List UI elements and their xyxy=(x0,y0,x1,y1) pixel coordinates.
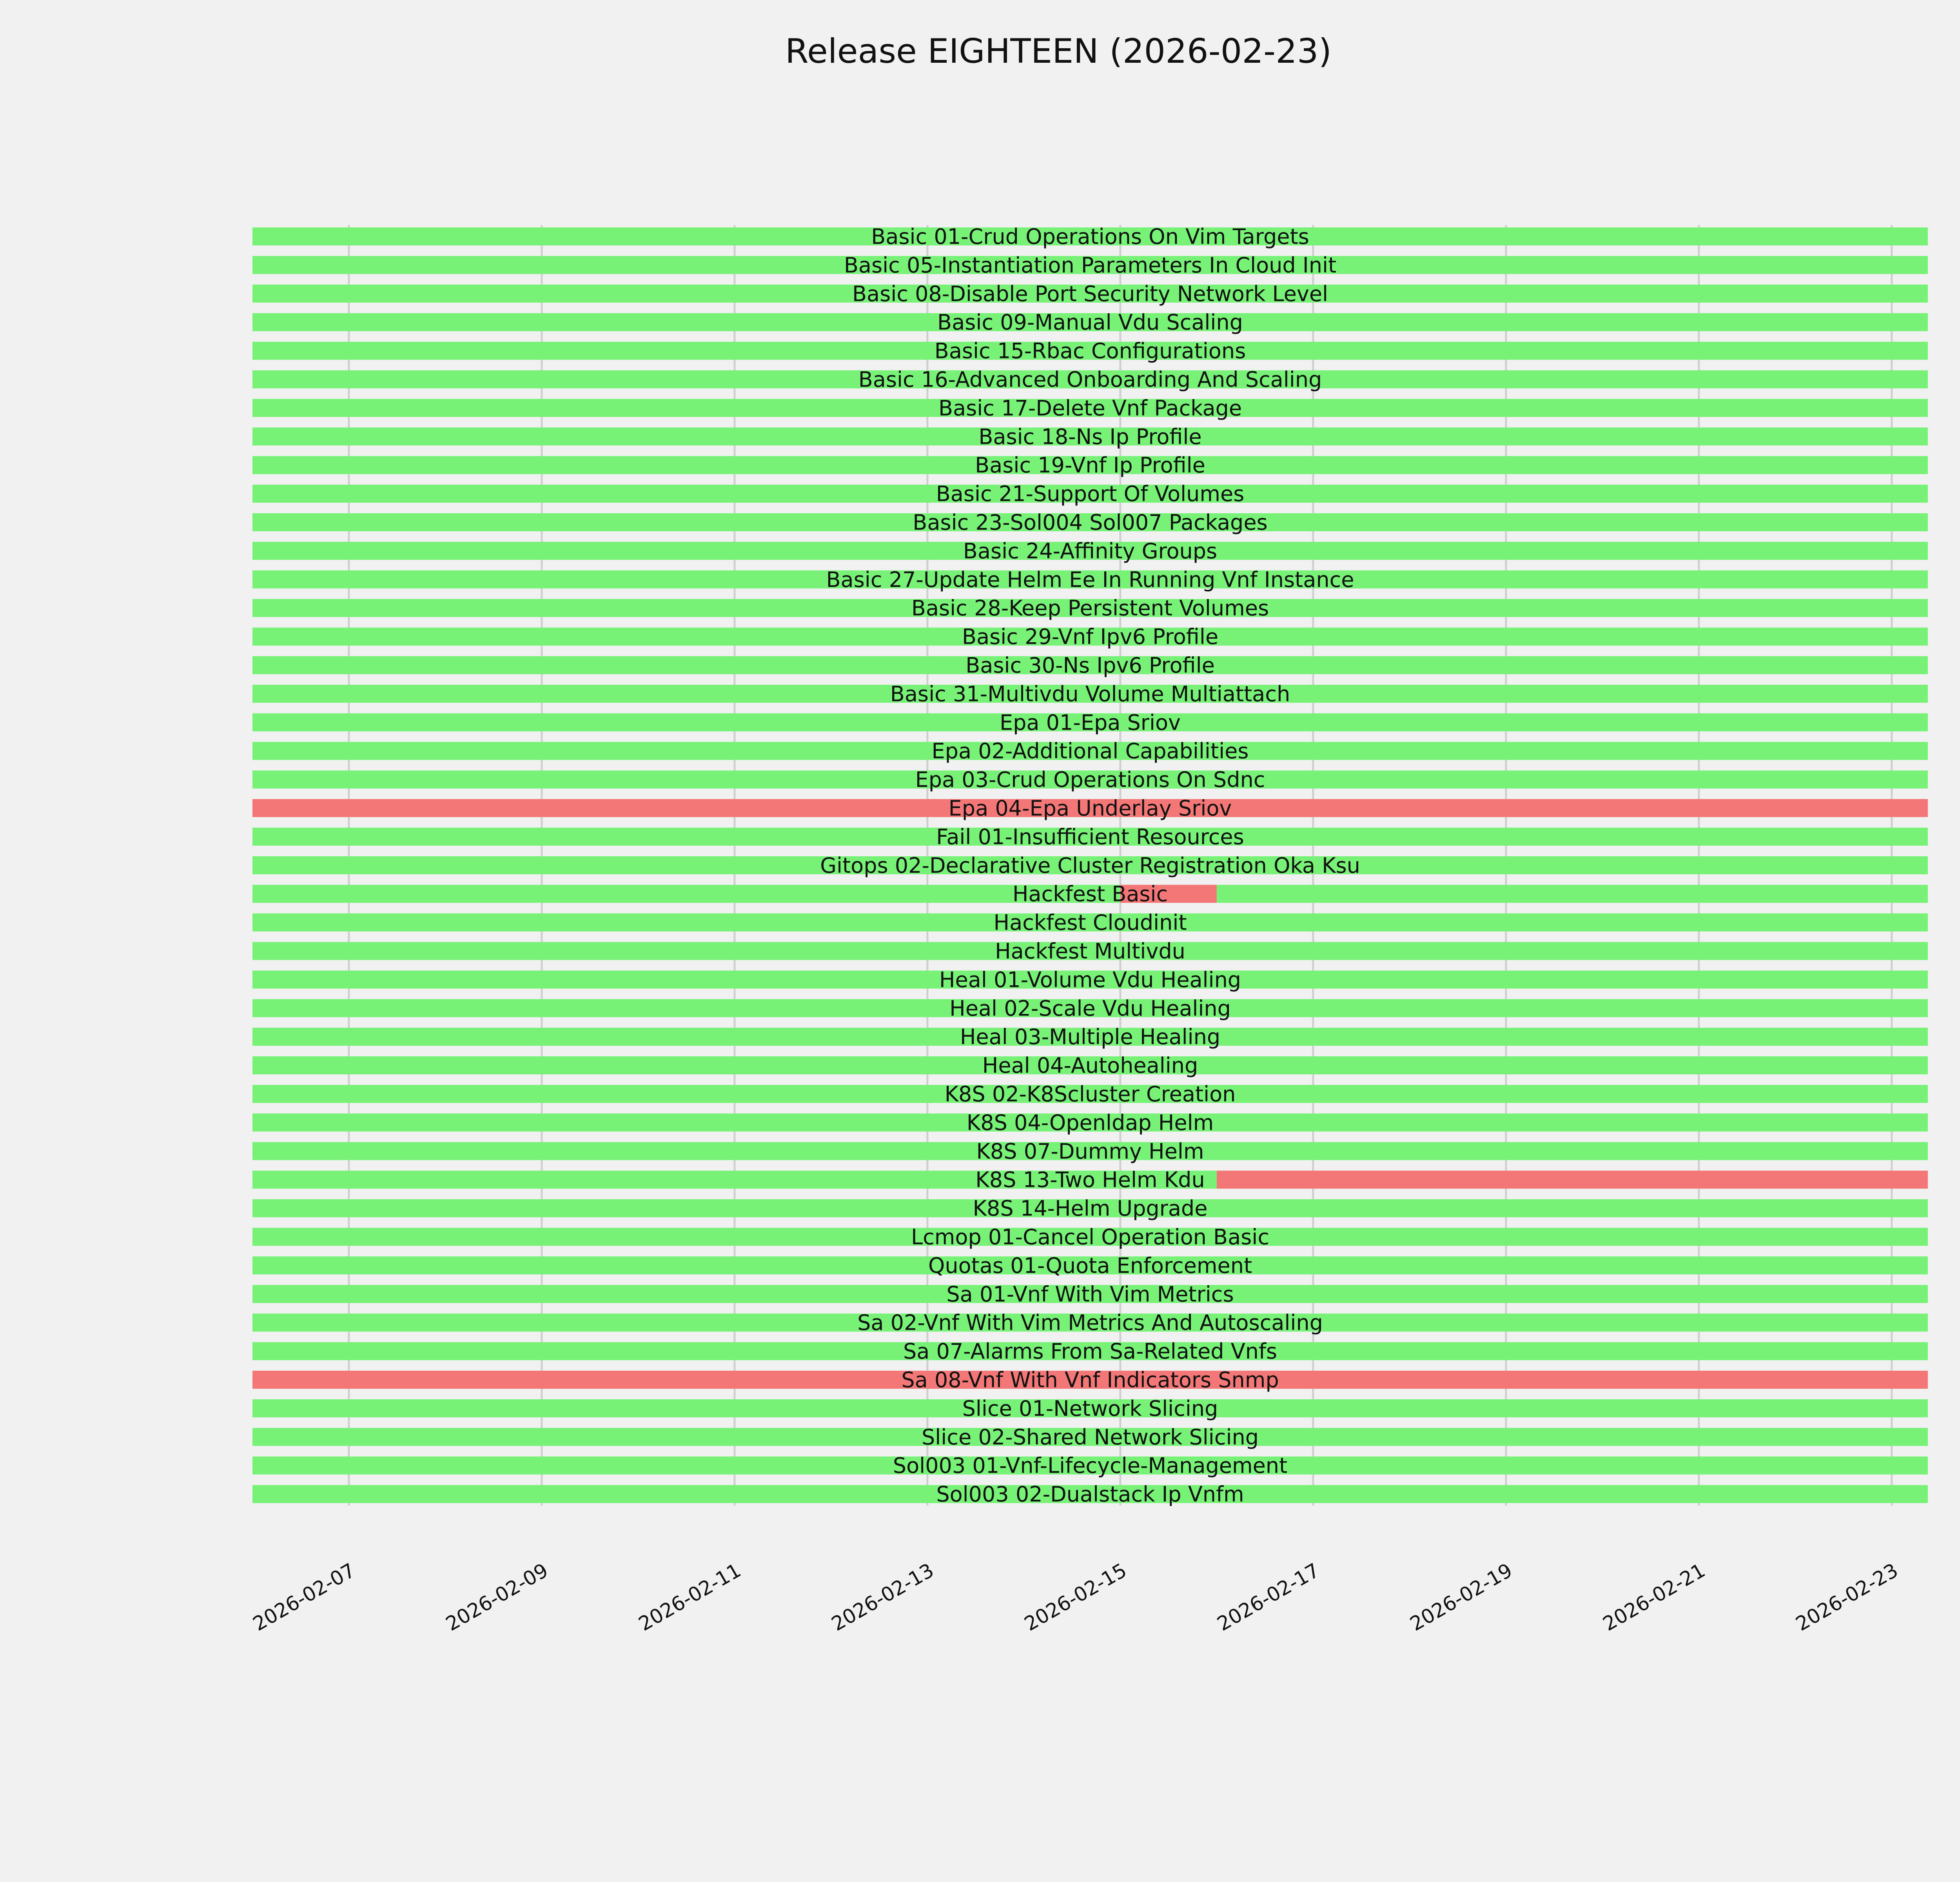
row-label: Basic 18-Ns Ip Profile xyxy=(978,424,1202,449)
row-label: Slice 02-Shared Network Slicing xyxy=(922,1424,1259,1450)
x-tick-label: 2026-02-23 xyxy=(1792,1559,1902,1636)
row-label: Basic 15-Rbac Configurations xyxy=(934,338,1246,363)
bar-segment-pass xyxy=(252,885,1120,903)
row-label: Heal 03-Multiple Healing xyxy=(960,1025,1221,1050)
row-label: Hackfest Cloudinit xyxy=(993,910,1187,935)
row-label: Sa 08-Vnf With Vnf Indicators Snmp xyxy=(901,1368,1279,1392)
row-label: Basic 30-Ns Ipv6 Profile xyxy=(965,653,1215,678)
row-label: Basic 29-Vnf Ipv6 Profile xyxy=(962,624,1219,649)
x-tick-label: 2026-02-07 xyxy=(249,1559,359,1636)
row-label: Basic 27-Update Helm Ee In Running Vnf Instance xyxy=(826,567,1354,592)
bar-segment-fail xyxy=(1217,1171,1928,1189)
row-label: Hackfest Multivdu xyxy=(995,939,1185,964)
x-tick-label: 2026-02-17 xyxy=(1213,1559,1323,1636)
row-label: Basic 24-Affinity Groups xyxy=(963,538,1218,563)
row-label: Epa 03-Crud Operations On Sdnc xyxy=(915,767,1265,792)
row-label: Sa 07-Alarms From Sa-Related Vnfs xyxy=(903,1339,1278,1364)
row-label: Basic 16-Advanced Onboarding And Scaling xyxy=(858,367,1322,392)
row-label: Basic 31-Multivdu Volume Multiattach xyxy=(890,681,1290,707)
x-tick-label: 2026-02-11 xyxy=(635,1559,745,1636)
row-label: Slice 01-Network Slicing xyxy=(962,1396,1218,1421)
chart-title: Release EIGHTEEN (2026-02-23) xyxy=(785,32,1332,71)
x-tick-label: 2026-02-15 xyxy=(1020,1559,1131,1636)
row-label: Basic 19-Vnf Ip Profile xyxy=(975,453,1205,478)
row-label: K8S 13-Two Helm Kdu xyxy=(975,1167,1205,1192)
row-label: Sa 01-Vnf With Vim Metrics xyxy=(946,1282,1234,1307)
x-tick-label: 2026-02-09 xyxy=(442,1559,552,1636)
row-label: Lcmop 01-Cancel Operation Basic xyxy=(911,1224,1270,1250)
row-label: Basic 05-Instantiation Parameters In Cloud Init xyxy=(844,253,1337,278)
row-label: K8S 02-K8Scluster Creation xyxy=(944,1082,1236,1106)
row-label: Epa 04-Epa Underlay Sriov xyxy=(948,796,1232,821)
row-label: Epa 02-Additional Capabilities xyxy=(931,739,1249,764)
x-tick-label: 2026-02-21 xyxy=(1599,1559,1709,1636)
row-label: Heal 02-Scale Vdu Healing xyxy=(949,996,1231,1021)
row-label: Sol003 02-Dualstack Ip Vnfm xyxy=(936,1482,1244,1507)
x-tick-label: 2026-02-19 xyxy=(1406,1559,1516,1636)
row-label: Heal 04-Autohealing xyxy=(982,1053,1198,1078)
row-label: Gitops 02-Declarative Cluster Registration Oka Ksu xyxy=(820,853,1360,878)
row-label: Basic 23-Sol004 Sol007 Packages xyxy=(913,510,1268,535)
x-tick-label: 2026-02-13 xyxy=(828,1559,938,1636)
row-label: Fail 01-Insufficient Resources xyxy=(936,824,1244,849)
row-label: Quotas 01-Quota Enforcement xyxy=(928,1253,1252,1278)
row-label: K8S 04-Openldap Helm xyxy=(966,1110,1214,1135)
row-label: Basic 08-Disable Port Security Network Level xyxy=(852,281,1328,306)
row-label: Hackfest Basic xyxy=(1012,881,1168,906)
row-label: Basic 28-Keep Persistent Volumes xyxy=(911,596,1269,621)
bar-segment-pass xyxy=(1217,885,1928,903)
row-label: K8S 07-Dummy Helm xyxy=(976,1139,1204,1164)
row-label: Sol003 01-Vnf-Lifecycle-Management xyxy=(893,1453,1288,1478)
row-label: K8S 14-Helm Upgrade xyxy=(973,1196,1208,1221)
row-label: Basic 01-Crud Operations On Vim Targets xyxy=(871,224,1309,249)
row-label: Heal 01-Volume Vdu Healing xyxy=(939,967,1241,992)
row-label: Basic 09-Manual Vdu Scaling xyxy=(937,310,1243,335)
row-label: Basic 17-Delete Vnf Package xyxy=(938,396,1242,421)
row-label: Epa 01-Epa Sriov xyxy=(1000,710,1181,735)
row-label: Sa 02-Vnf With Vim Metrics And Autoscaling xyxy=(857,1310,1323,1335)
row-label: Basic 21-Support Of Volumes xyxy=(936,481,1245,507)
